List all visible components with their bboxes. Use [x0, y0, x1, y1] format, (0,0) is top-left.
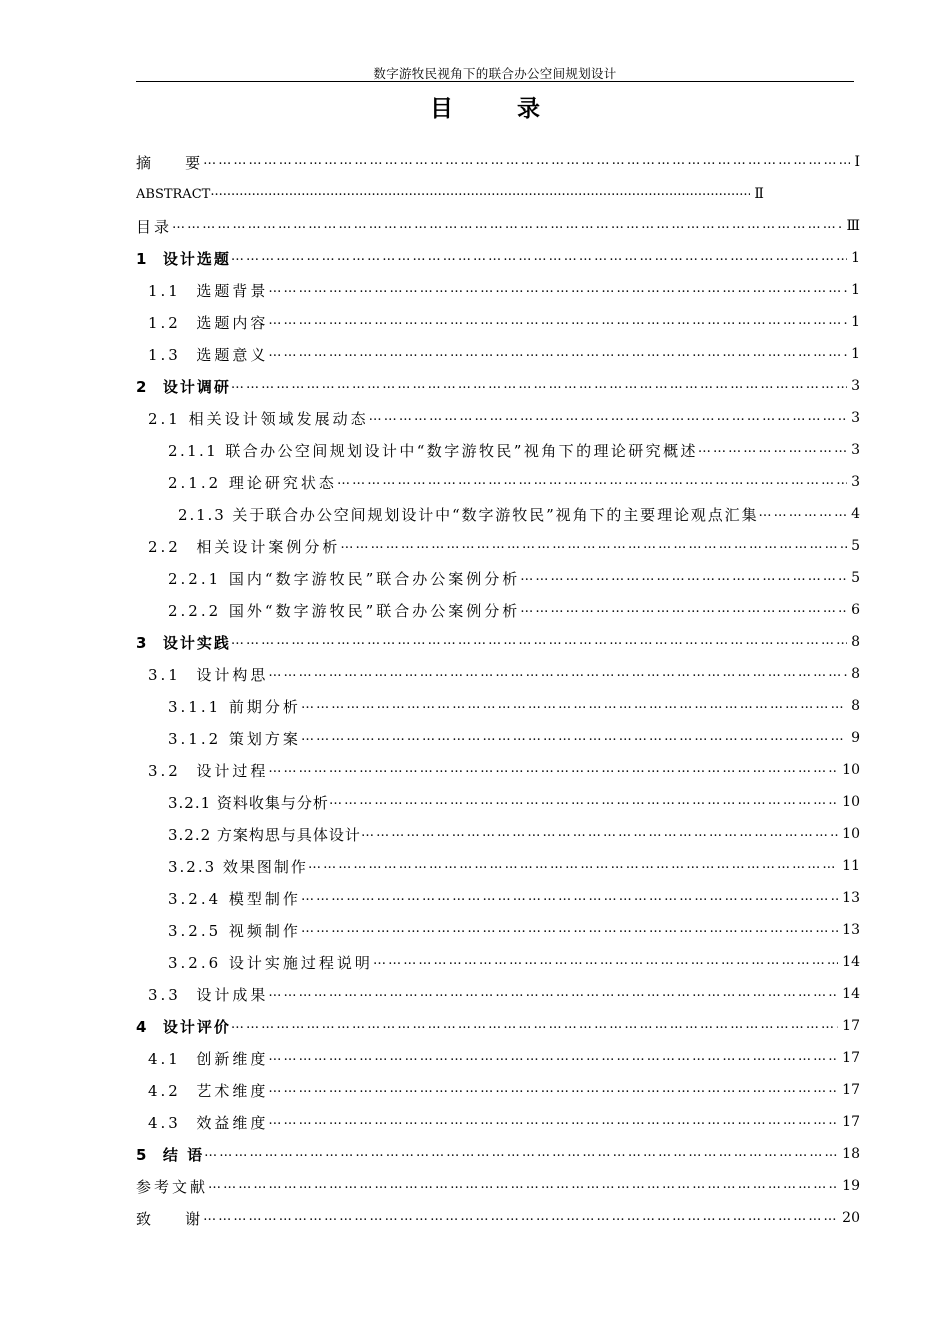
toc-leader — [231, 626, 847, 658]
toc-entry-label: 3.1 设计构思 — [148, 665, 269, 684]
toc-leader — [301, 690, 847, 722]
toc-entry-label: 4.3 效益维度 — [148, 1113, 269, 1132]
toc-entry-3-2-2[interactable] — [136, 818, 860, 850]
toc-page-number: 4 — [851, 506, 860, 522]
toc-entry-chapter-4[interactable] — [136, 1010, 860, 1042]
toc-page-number: Ⅲ — [846, 218, 860, 234]
toc-leader — [758, 498, 847, 530]
toc-page-number: 8 — [851, 666, 860, 682]
toc-leader — [268, 306, 847, 338]
toc-entry-1-1[interactable] — [136, 274, 860, 306]
toc-page-number: 11 — [842, 858, 860, 874]
toc-entry-label: 3.3 设计成果 — [148, 985, 269, 1004]
toc-entry-2-1[interactable] — [136, 402, 860, 434]
toc-page-number: 1 — [851, 346, 860, 362]
toc-entry-label: 1 设计选题 — [136, 249, 231, 268]
toc-page-number: 8 — [851, 634, 860, 650]
toc-entry-label: 3.2.4 模型制作 — [168, 889, 301, 908]
toc-leader — [231, 370, 847, 402]
toc-entry-3-2-6[interactable] — [136, 946, 860, 978]
toc-leader — [520, 562, 847, 594]
toc-entry-3-2-5[interactable] — [136, 914, 860, 946]
toc-leader — [698, 434, 847, 466]
toc-leader — [520, 594, 847, 626]
toc-entry-label: 2.1.2 理论研究状态 — [168, 473, 337, 492]
toc-page-number: 13 — [842, 890, 860, 906]
toc-page-number: 5 — [851, 570, 860, 586]
toc-entry-1-2[interactable] — [136, 306, 860, 338]
toc-page-number: 14 — [842, 986, 860, 1002]
toc-entry-label: 1.1 选题背景 — [148, 281, 269, 300]
toc-entry-4-1[interactable] — [136, 1042, 860, 1074]
toc-leader — [208, 1170, 838, 1202]
toc-entry-label: 3.1.2 策划方案 — [168, 729, 301, 748]
toc-entry-3-3[interactable] — [136, 978, 860, 1010]
toc-page-number: 17 — [842, 1050, 860, 1066]
toc-page-number: 1 — [851, 250, 860, 266]
toc-leader — [268, 658, 847, 690]
toc-entry-label: 摘 要 — [136, 153, 204, 172]
toc-entry-label: 4.2 艺术维度 — [148, 1081, 269, 1100]
toc-entry-label: 2.2.2 国外“数字游牧民”联合办公案例分析 — [168, 601, 521, 620]
toc-page-number: 3 — [851, 378, 860, 394]
toc-leader — [268, 1042, 838, 1074]
toc-page-number: 10 — [842, 794, 860, 810]
toc-leader — [340, 530, 847, 562]
toc-entry-label: 3.1.1 前期分析 — [168, 697, 301, 716]
toc-leader — [268, 274, 847, 306]
toc-entry-label: 2.2.1 国内“数字游牧民”联合办公案例分析 — [168, 569, 521, 588]
toc-entry-label: 2.1.1 联合办公空间规划设计中“数字游牧民”视角下的理论研究概述 — [168, 441, 698, 460]
toc-entry-3-1[interactable] — [136, 658, 860, 690]
toc-leader — [301, 722, 847, 754]
toc-entry-2-2-2[interactable] — [136, 594, 860, 626]
toc-entry-label: 3.2.2 方案构思与具体设计 — [168, 825, 361, 844]
toc-page-number: 13 — [842, 922, 860, 938]
table-of-contents — [136, 146, 860, 1234]
toc-entry-4-3[interactable] — [136, 1106, 860, 1138]
toc-page-number: 1 — [851, 314, 860, 330]
toc-page-number: 17 — [842, 1114, 860, 1130]
toc-page-number: 14 — [842, 954, 860, 970]
toc-leader — [268, 1106, 838, 1138]
toc-page-number: 19 — [842, 1178, 860, 1194]
toc-entry-chapter-2[interactable] — [136, 370, 860, 402]
toc-page-number: 20 — [842, 1210, 860, 1226]
toc-leader — [268, 754, 838, 786]
toc-page-number: 1 — [851, 282, 860, 298]
toc-entry-contents[interactable] — [136, 210, 860, 242]
toc-entry-3-2-1[interactable] — [136, 786, 860, 818]
toc-entry-label: 3 设计实践 — [136, 633, 231, 652]
toc-leader — [301, 914, 838, 946]
toc-page-number: 3 — [851, 410, 860, 426]
toc-leader — [308, 850, 838, 882]
toc-page-number: 17 — [842, 1018, 860, 1034]
toc-leader — [373, 946, 838, 978]
toc-entry-3-1-1[interactable] — [136, 690, 860, 722]
toc-entry-label: 4 设计评价 — [136, 1017, 231, 1036]
toc-entry-label: 1.2 选题内容 — [148, 313, 269, 332]
toc-entry-label: 2.2 相关设计案例分析 — [148, 537, 341, 556]
toc-entry-references[interactable] — [136, 1170, 860, 1202]
toc-leader — [268, 978, 838, 1010]
toc-entry-acknowledgements[interactable] — [136, 1202, 860, 1234]
toc-leader — [329, 786, 838, 818]
toc-leader — [231, 1010, 838, 1042]
toc-entry-label: 致 谢 — [136, 1209, 204, 1228]
toc-leader — [203, 146, 850, 178]
toc-entry-label: 3.2.5 视频制作 — [168, 921, 301, 940]
toc-entry-3-2-4[interactable] — [136, 882, 860, 914]
toc-leader — [268, 1074, 838, 1106]
toc-page-number: 8 — [851, 698, 860, 714]
toc-leader — [268, 338, 847, 370]
toc-leader — [210, 178, 750, 210]
toc-page-number: 3 — [851, 474, 860, 490]
toc-page-number: 6 — [851, 602, 860, 618]
toc-entry-2-1-1[interactable] — [136, 434, 860, 466]
toc-entry-label: 3.2.6 设计实施过程说明 — [168, 953, 373, 972]
toc-page-number: 10 — [842, 762, 860, 778]
toc-page-number: 17 — [842, 1082, 860, 1098]
toc-entry-label: 2 设计调研 — [136, 377, 231, 396]
toc-entry-chapter-3[interactable] — [136, 626, 860, 658]
toc-entry-chapter-5[interactable] — [136, 1138, 860, 1170]
toc-entry-label: 3.2 设计过程 — [148, 761, 269, 780]
toc-page-number: Ⅱ — [754, 186, 764, 202]
toc-entry-3-1-2[interactable] — [136, 722, 860, 754]
toc-page-number: 3 — [851, 442, 860, 458]
toc-entry-1-3[interactable] — [136, 338, 860, 370]
toc-title: 目 录 — [429, 96, 568, 122]
toc-leader — [301, 882, 838, 914]
toc-entry-2-2[interactable] — [136, 530, 860, 562]
toc-entry-label: 3.2.1 资料收集与分析 — [168, 793, 329, 812]
toc-entry-label: 1.3 选题意义 — [148, 345, 269, 364]
toc-entry-label: 5 结 语 — [136, 1145, 205, 1164]
toc-entry-label: 目录 — [136, 217, 173, 236]
toc-entry-abstract-cn[interactable] — [136, 146, 860, 178]
toc-entry-3-2-3[interactable] — [136, 850, 860, 882]
toc-page-number: 18 — [842, 1146, 860, 1162]
toc-entry-label: 2.1 相关设计领域发展动态 — [148, 409, 369, 428]
toc-entry-label: 参考文献 — [136, 1177, 209, 1196]
toc-leader — [361, 818, 838, 850]
toc-entry-label: 2.1.3 关于联合办公空间规划设计中“数字游牧民”视角下的主要理论观点汇集 — [178, 505, 759, 524]
toc-entry-3-2[interactable] — [136, 754, 860, 786]
running-header: 数字游牧民视角下的联合办公空间规划设计 — [373, 66, 617, 81]
toc-page-number: 10 — [842, 826, 860, 842]
toc-entry-2-1-2[interactable] — [136, 466, 860, 498]
toc-leader — [369, 402, 847, 434]
toc-page-number: 9 — [851, 730, 860, 746]
toc-entry-label: 4.1 创新维度 — [148, 1049, 269, 1068]
toc-entry-2-2-1[interactable] — [136, 562, 860, 594]
toc-page-number: 5 — [851, 538, 860, 554]
toc-entry-abstract-en[interactable] — [136, 178, 860, 210]
toc-leader — [337, 466, 847, 498]
toc-leader — [231, 242, 847, 274]
toc-entry-chapter-1[interactable] — [136, 242, 860, 274]
toc-leader — [203, 1202, 838, 1234]
toc-entry-label: 3.2.3 效果图制作 — [168, 857, 308, 876]
header-rule — [136, 81, 854, 82]
toc-entry-4-2[interactable] — [136, 1074, 860, 1106]
toc-page-number: Ⅰ — [854, 154, 860, 170]
toc-leader — [172, 210, 842, 242]
toc-entry-label: ABSTRACT — [136, 186, 211, 202]
toc-leader — [204, 1138, 838, 1170]
toc-entry-2-1-3[interactable] — [136, 498, 860, 530]
